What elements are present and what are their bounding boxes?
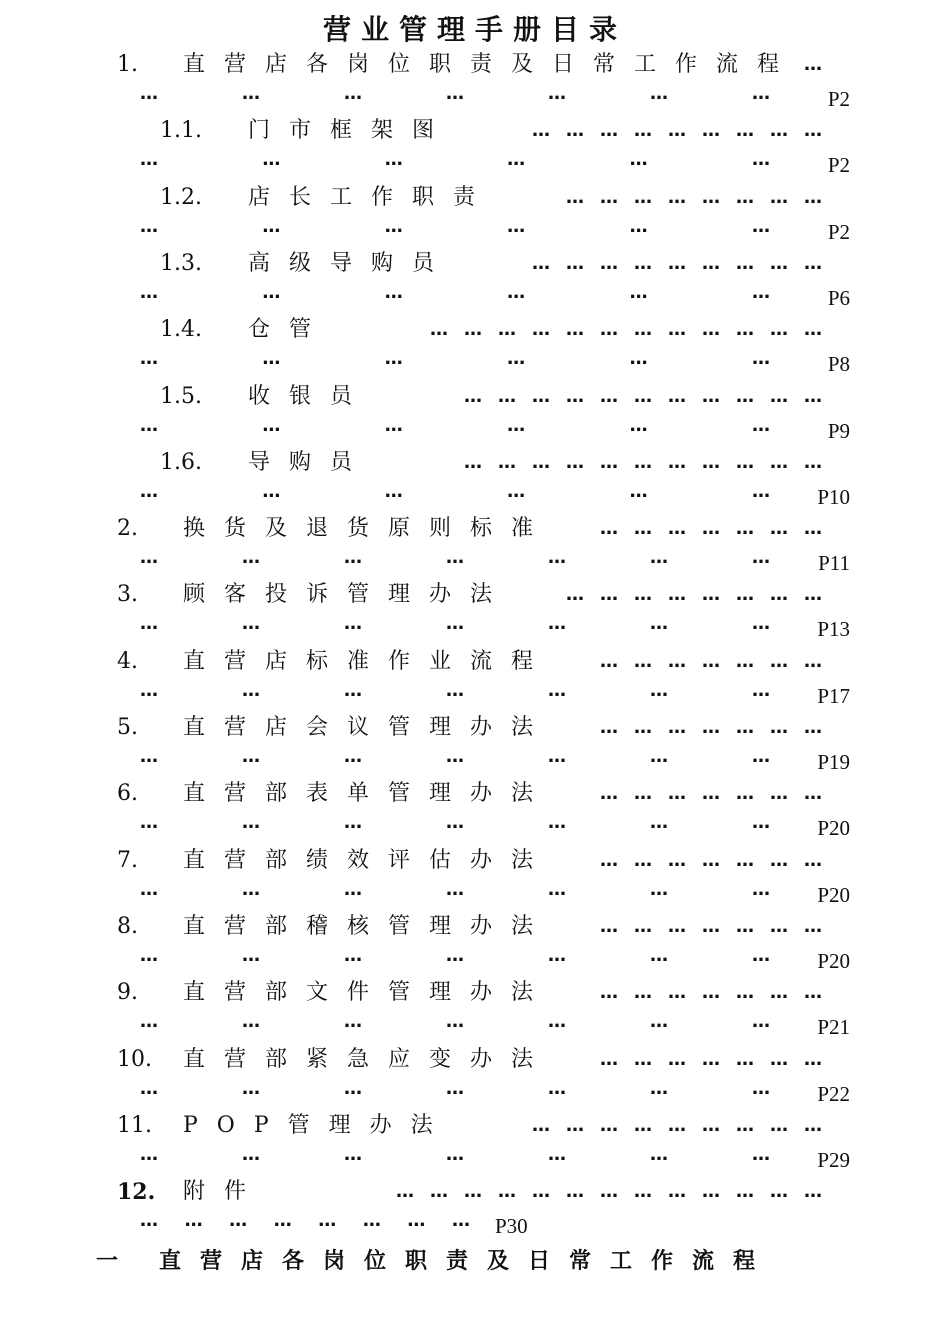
toc-entry-title: 换货及退货原则标准 [183,516,553,542]
toc-entry-title: 直营部绩效评估办法 [183,847,553,873]
toc-leader-dots: … … … … … … [140,281,770,303]
toc-entry-title: 直营部文件管理办法 [183,980,553,1006]
section-number: 一 [96,1248,138,1274]
section-heading [96,1244,774,1278]
toc-entry[interactable] [0,181,950,247]
toc-leader-dots: …………………………… [464,451,838,473]
toc-entry-number: 3. [117,582,138,608]
toc-entry[interactable] [0,1043,950,1109]
toc-entry-title: 直营店标准作业流程 [183,648,553,674]
toc-entry-number: 5. [117,715,138,740]
toc-entry[interactable] [0,645,950,711]
toc-leader-dots: …………………… [566,186,838,208]
toc-leader-dots: …………………………… [464,385,838,407]
toc-leader-dots: ………………… [600,982,838,1004]
toc-entry-number: 6. [117,781,138,807]
toc-leader-dots: … … … … … … … [140,679,770,701]
toc-entry-number: 2. [117,516,138,542]
toc-page-number: P30 [495,1214,528,1239]
toc-entry-number: 1.5. [160,383,202,409]
toc-page-number: P2 [827,219,850,244]
toc-page-number: P9 [827,418,850,443]
toc-entry[interactable] [0,976,950,1042]
toc-entry-title: 直营部紧急应变办法 [183,1046,553,1072]
toc-leader-dots: … … … … … … … [140,1011,770,1033]
toc-page-number: P20 [817,816,850,841]
toc-entry[interactable] [0,114,950,180]
toc-leader-dots: ……………………… [532,120,838,142]
toc-entry-number: 7. [117,847,138,873]
toc-entry-title: 直营店会议管理办法 [183,715,553,740]
toc-leader-dots: ………………… [600,650,838,672]
toc-page-number: P13 [817,617,850,642]
toc-leader-dots: ………………… [600,783,838,805]
toc-entry-number: 1.2. [160,184,202,210]
toc-entry-title: 顾客投诉管理办法 [183,582,512,608]
toc-entry-number: 1. [117,52,138,77]
toc-page-number: P22 [817,1081,850,1106]
toc-entry[interactable] [0,313,950,379]
toc-entry[interactable] [0,380,950,446]
toc-entry-title: 高级导购员 [248,250,454,276]
toc-entry[interactable] [0,910,950,976]
toc-leader-dots: ……………………………… [430,319,838,341]
toc-leader-dots: … … … … … … … [140,1143,770,1165]
toc-entry[interactable] [0,711,950,777]
toc-leader-dots: … [804,54,838,75]
toc-leader-dots: ………………… [600,915,838,937]
toc-entry-title: 直营部稽核管理办法 [183,913,553,939]
toc-page-number: P10 [817,484,850,509]
toc-entry-number: 1.1. [160,118,202,144]
toc-entry[interactable] [0,1175,950,1241]
toc-entry-number: 11. [117,1112,152,1138]
toc-leader-dots: … … … … … … … [140,1077,770,1099]
toc-leader-dots: ………………… [600,717,838,738]
toc-entry-title: 直营部表单管理办法 [183,781,553,807]
toc-entry[interactable] [0,578,950,644]
toc-entry-title: 仓管 [248,317,331,343]
toc-entry-number: 8. [117,913,138,939]
section-title: 直营店各岗位职责及日常工作流程 [159,1248,775,1274]
toc-entry-title: 店长工作职责 [248,184,495,210]
toc-page-number: P19 [817,750,850,774]
toc-leader-dots: … … … … … … [140,480,770,502]
toc-entry-title: 收银员 [248,383,372,409]
toc-leader-dots: …………………… [566,584,838,606]
toc-page-number: P20 [817,948,850,973]
toc-entry-number: 9. [117,980,138,1006]
toc-leader-dots: ………………… [600,1048,838,1070]
toc-page-number: P21 [817,1015,850,1040]
toc-leader-dots: … … … … … … [140,348,770,370]
toc-leader-dots: … … … … … … … [140,746,770,767]
toc-leader-dots: … … … … … … … … [140,1210,470,1232]
toc-leader-dots: … … … … … … … [140,812,770,834]
toc-leader-dots: … … … … … … … [140,878,770,900]
toc-entry-number: 10. [117,1046,152,1072]
toc-entry[interactable] [0,48,950,114]
toc-leader-dots: … … … … … … … [140,83,770,104]
toc-leader-dots: ………………………………… [396,1181,838,1203]
toc-leader-dots: ……………………… [532,1114,838,1136]
toc-entry-number: 4. [117,648,138,674]
toc-entry-number: 1.6. [160,449,202,475]
toc-leader-dots: ………………… [600,849,838,871]
toc-entry[interactable] [0,777,950,843]
toc-entry-number: 12. [117,1179,156,1206]
toc-entry-number: 1.4. [160,317,202,343]
toc-page-number: P29 [817,1147,850,1172]
toc-entry-title: 直营店各岗位职责及日常工作流程 [183,52,799,77]
toc-entry-title: 导购员 [248,449,372,475]
toc-entry[interactable] [0,1109,950,1175]
toc-leader-dots: … … … … … … … [140,944,770,966]
toc-leader-dots: … … … … … … [140,414,770,436]
toc-page-number: P6 [827,285,850,310]
toc-entry[interactable] [0,446,950,512]
document-title: 营业管理手册目录 [322,13,627,46]
toc-entry-title: POP管理办法 [183,1112,452,1138]
toc-leader-dots: … … … … … … … [140,547,770,569]
toc-entry[interactable] [0,844,950,910]
toc-entry[interactable] [0,247,950,313]
toc-page-number: P2 [827,153,850,178]
toc-page-number: P20 [817,882,850,907]
toc-leader-dots: … … … … … … [140,215,770,237]
toc-page-number: P11 [818,551,850,576]
toc-leader-dots: ………………… [600,518,838,540]
toc-page-number: P17 [817,683,850,708]
toc-entry-number: 1.3. [160,250,202,276]
toc-entry[interactable] [0,512,950,578]
toc-page-number: P8 [827,352,850,377]
toc-leader-dots: ……………………… [532,252,838,274]
toc-page-number: P2 [827,87,850,111]
toc-leader-dots: … … … … … … [140,149,770,171]
toc-entry-title: 附件 [183,1179,266,1205]
toc-entry-title: 门市框架图 [248,118,454,144]
toc-leader-dots: … … … … … … … [140,613,770,635]
